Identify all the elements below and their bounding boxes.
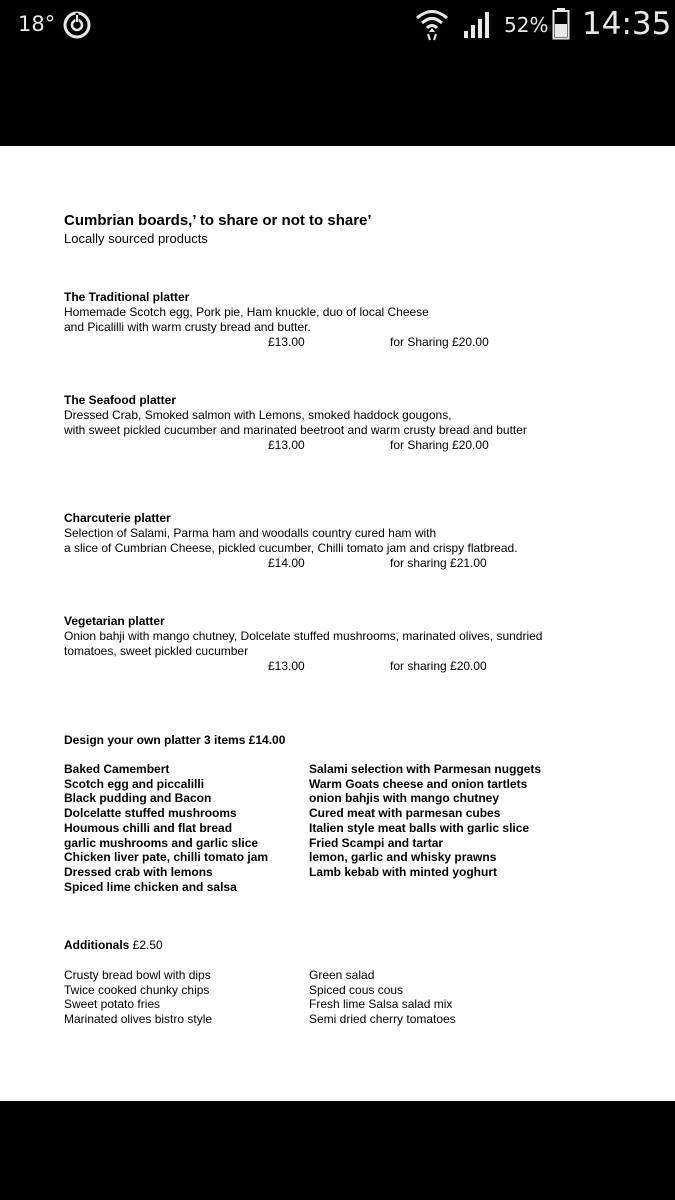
- list-item: Lamb kebab with minted yoghurt: [309, 864, 498, 879]
- list-item: Semi dried cherry tomatoes: [309, 1012, 456, 1027]
- design-right-list: [309, 762, 541, 880]
- design-platter-heading: Design your own platter 3 items £14.00: [64, 733, 286, 747]
- platter-price: £13.00: [268, 335, 305, 349]
- additionals-price: £2.50: [129, 938, 163, 952]
- list-item: Crusty bread bowl with dips: [64, 968, 211, 982]
- platter-price: £13.00: [268, 659, 305, 673]
- list-item: Salami selection with Parmesan nuggets: [309, 762, 542, 776]
- platter-price: £13.00: [268, 438, 305, 452]
- list-item: Fried Scampi and tartar: [309, 835, 444, 850]
- platter-sharing-price: for sharing £20.00: [390, 659, 487, 673]
- list-item: Baked Camembert: [64, 762, 170, 776]
- bottom-black-bar: [0, 1101, 675, 1200]
- additionals-heading: [64, 938, 163, 953]
- platter-sharing-price: for Sharing £20.00: [390, 335, 489, 349]
- list-item: Warm Goats cheese and onion tartlets: [309, 776, 528, 791]
- list-item: Dolcelatte stuffed mushrooms: [64, 806, 237, 821]
- power-saving-icon: [62, 10, 92, 40]
- platter-name: The Traditional platter: [64, 290, 190, 304]
- platter-sharing-price: for sharing £21.00: [390, 556, 487, 570]
- temperature-indicator: 18°: [18, 12, 56, 36]
- additionals-left-list: [64, 968, 212, 1027]
- platter-description: Selection of Salami, Parma ham and woodalls country cured ham with: [64, 526, 437, 540]
- cell-signal-icon: [462, 9, 494, 39]
- list-item: Twice cooked chunky chips: [64, 982, 210, 997]
- menu-title: Cumbrian boards,’ to share or not to share’: [64, 212, 372, 229]
- battery-icon: [552, 8, 570, 40]
- battery-percent: 52%: [504, 13, 549, 37]
- platter-name: Charcuterie platter: [64, 511, 171, 525]
- list-item: Cured meat with parmesan cubes: [309, 806, 501, 821]
- platter-description: Dressed Crab, Smoked salmon with Lemons, smoked haddock gougons,: [64, 408, 452, 422]
- list-item: Marinated olives bistro style: [64, 1012, 213, 1027]
- platter-name: The Seafood platter: [64, 393, 177, 407]
- list-item: Scotch egg and piccalilli: [64, 776, 205, 791]
- platter-description: and Picalilli with warm crusty bread and butter.: [64, 320, 311, 334]
- list-item: Spiced lime chicken and salsa: [64, 879, 237, 894]
- additionals-right-list: [309, 968, 456, 1027]
- list-item: Italien style meat balls with garlic slice: [309, 820, 530, 835]
- list-item: garlic mushrooms and garlic slice: [64, 835, 259, 850]
- list-item: Chicken liver pate, chilli tomato jam: [64, 850, 269, 865]
- platter-description: with sweet pickled cucumber and marinated beetroot and warm crusty bread and butter: [64, 423, 527, 437]
- platter-description: Onion bahji with mango chutney, Dolcelate stuffed mushrooms, marinated olives, sundried: [64, 629, 543, 643]
- clock: 14:35: [582, 6, 672, 42]
- list-item: Dressed crab with lemons: [64, 864, 213, 879]
- design-left-list: [64, 762, 268, 894]
- platter-price: £14.00: [268, 556, 305, 570]
- wifi-icon: [414, 6, 450, 42]
- list-item: Spiced cous cous: [309, 982, 404, 997]
- list-item: Black pudding and Bacon: [64, 791, 212, 806]
- additionals-label: Additionals: [64, 938, 130, 952]
- menu-document[interactable]: [0, 146, 675, 1101]
- list-item: Sweet potato fries: [64, 997, 161, 1012]
- platter-description: Homemade Scotch egg, Pork pie, Ham knuckle, duo of local Cheese: [64, 305, 429, 319]
- status-bar: [0, 0, 675, 146]
- platter-description: tomatoes, sweet pickled cucumber: [64, 644, 249, 658]
- menu-subtitle: Locally sourced products: [64, 231, 208, 246]
- list-item: lemon, garlic and whisky prawns: [309, 850, 497, 865]
- platter-name: Vegetarian platter: [64, 614, 165, 628]
- list-item: onion bahjis with mango chutney: [309, 791, 500, 806]
- platter-description: a slice of Cumbrian Cheese, pickled cucumber, Chilli tomato jam and crispy flatbread.: [64, 541, 518, 555]
- platter-sharing-price: for Sharing £20.00: [390, 438, 489, 452]
- list-item: Houmous chilli and flat bread: [64, 820, 233, 835]
- list-item: Fresh lime Salsa salad mix: [309, 997, 453, 1012]
- list-item: Green salad: [309, 968, 375, 982]
